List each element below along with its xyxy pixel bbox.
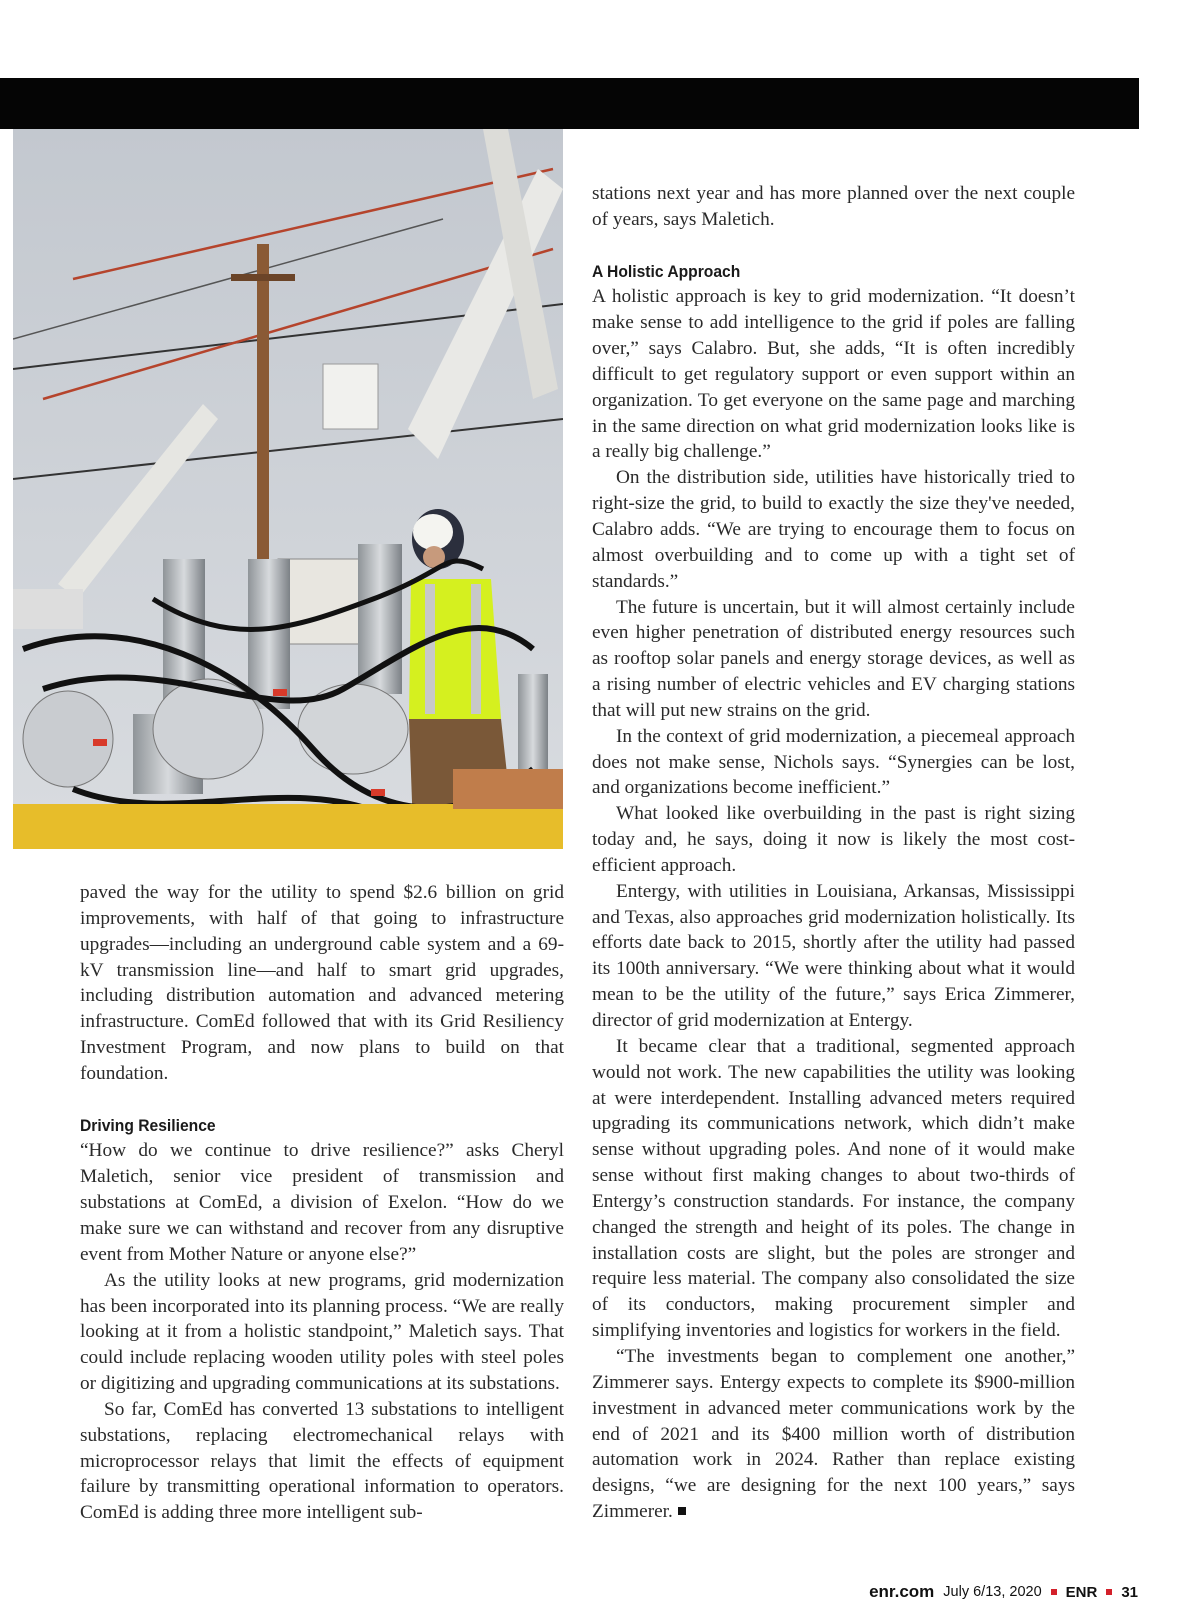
paragraph: “How do we continue to drive resilience?” asks Cheryl Maletich, senior vice president of transmission and substations at ComEd, a division of Exelon. “How do we make sure we can withstand and recover from any disruptive event from Mother Nature or anyone else?” — [80, 1140, 564, 1265]
paragraph: As the utility looks at new programs, grid modernization has been incorporated into its planning process. “We are really looking at it from a holistic standpoint,” Maletich says. That could include replacing wooden utility poles with steel poles or digitizing and upgrading communications at its substations. — [80, 1269, 564, 1395]
paragraph: The future is uncertain, but it will almost certainly include even higher penetration of distributed energy resources such as rooftop solar panels and energy storage devices, as well as a rising number of electric vehicles and EV charging stations that will put new strains on the grid. — [592, 596, 1075, 721]
paragraph: In the context of grid modernization, a piecemeal approach does not make sense, Nichols says. “Synergies can be lost, and organizations become inefficient.” — [592, 725, 1075, 799]
photo-lineworker-substation — [13, 129, 563, 849]
article-column-right — [592, 181, 1075, 1525]
paragraph: A holistic approach is key to grid modernization. “It doesn’t make sense to add intelligence to the grid if poles are falling over,” says Calabro. But, she adds, “It is often incredibly difficult to get regulatory support or even support within an organization. To get everyone on the same page and marching in the same direction on what grid modernization looks like is a really big challenge.” — [592, 286, 1075, 463]
footer-date: July 6/13, 2020 — [943, 1584, 1042, 1600]
paragraph: What looked like overbuilding in the past is right sizing today and, he says, doing it now is likely the most cost-efficient approach. — [592, 803, 1075, 876]
paragraph: It became clear that a traditional, segmented approach would not work. The new capabilities the utility was looking at were interdependent. Installing advanced meters required upgrading its communications network, which didn’t make sense without upgrading poles. And none of it would make sense without first making changes to about two-thirds of Entergy’s construction standards. For instance, the company changed the strength and height of its poles. The change in installation costs are slight, but the poles are stronger and require less material. The company also consolidated the size of its conductors, making procurement simpler and simplifying inventories and logistics for workers in the field. — [592, 1035, 1075, 1342]
paragraph: Entergy, with utilities in Louisiana, Arkansas, Mississippi and Texas, also approaches grid modernization holistically. Its efforts date back to 2015, shortly after the utility had passed its 100th anniversary. “We were thinking about what it would mean to be the utility of the future,” says Erica Zimmerer, director of grid modernization at Entergy. — [592, 880, 1075, 1031]
paragraph: stations next year and has more planned over the next couple of years, says Maletich. — [592, 183, 1075, 230]
article-column-left — [80, 880, 564, 1526]
paragraph: So far, ComEd has converted 13 substations to intelligent substations, replacing electromechanical relays with microprocessor relays that limit the effects of equipment failure by transmitting operational information to operators. ComEd is adding three more intelligent sub- — [80, 1398, 564, 1524]
page-number: 31 — [1121, 1583, 1138, 1601]
paragraph-final — [592, 1344, 1075, 1525]
header-bar — [0, 78, 1139, 129]
page-footer — [869, 1582, 1138, 1602]
footer-magazine: ENR — [1065, 1583, 1098, 1601]
paragraph: paved the way for the utility to spend $2.6 billion on grid improvements, with half of that going to infrastructure upgrades—including an underground cable system and a 69-kV transmission line—and half to smart grid upgrades, including distribution automation and advanced metering infrastructure. ComEd followed that with its Grid Resiliency Investment Program, and now plans to build on that foundation. — [80, 882, 564, 1084]
footer-bullet-icon — [1051, 1589, 1057, 1595]
section-heading-driving-resilience: Driving Resilience — [80, 1115, 216, 1135]
end-of-story-mark-icon — [678, 1507, 686, 1515]
paragraph: On the distribution side, utilities have historically tried to right-size the grid, to build to exactly the size they've needed, Calabro adds. “We are trying to encourage them to focus on almost overbuilding and to come up with a tight set of standards.” — [592, 467, 1075, 592]
footer-bullet-icon — [1106, 1589, 1112, 1595]
footer-site: enr.com — [869, 1582, 935, 1601]
paragraph-text: “The investments began to complement one another,” Zimmerer says. Entergy expects to complete its $900-million investment in advanced meter communications work by the end of 2021 and its $400 million worth of distribution automation work in 2024. Rather than replace existing designs, “we are designing for the next 100 years,” says Zimmerer. — [592, 1345, 1075, 1523]
section-heading-holistic-approach: A Holistic Approach — [592, 261, 741, 281]
